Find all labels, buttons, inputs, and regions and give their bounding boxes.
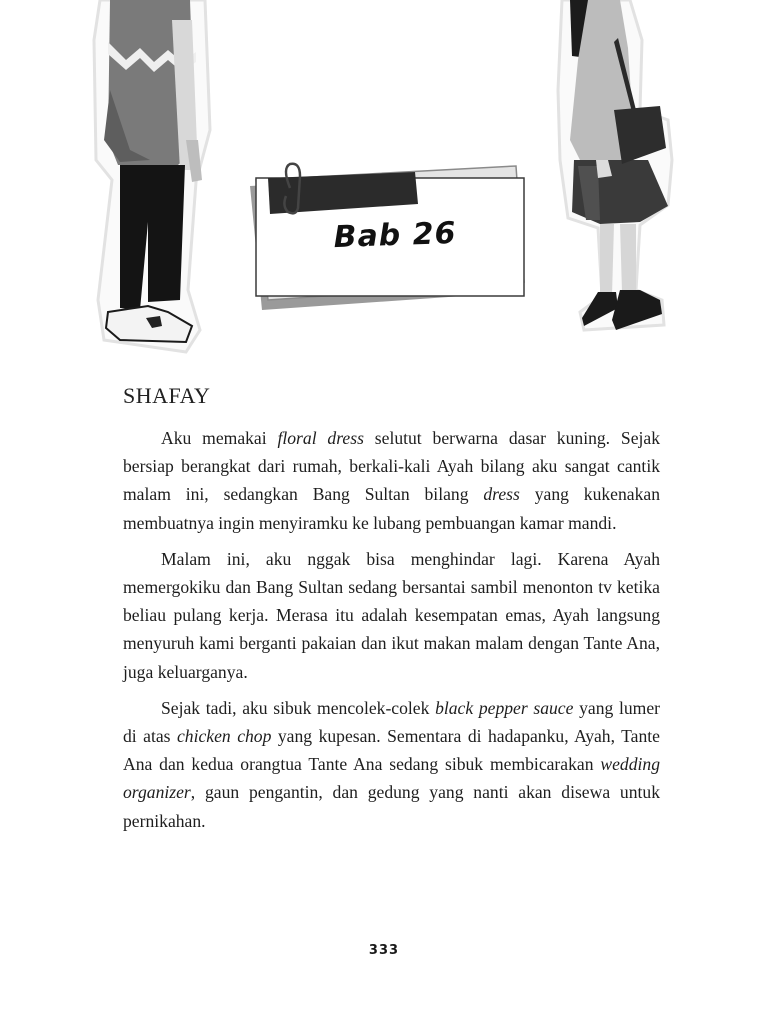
paragraph [123, 424, 660, 537]
girl-figure-illustration [558, 0, 672, 330]
page-number: 333 [368, 943, 400, 958]
paragraph [123, 545, 660, 686]
italic-phrase: floral dress [277, 428, 364, 448]
section-speaker-heading: SHAFAY [123, 383, 211, 408]
paragraph [123, 694, 660, 835]
text-run: , gaun pengantin, dan gedung yang nanti akan disewa untuk pernikahan. [123, 782, 660, 831]
italic-phrase: dress [483, 484, 520, 505]
chapter-header-illustration [0, 0, 768, 360]
italic-phrase: wedding organizer [123, 754, 660, 803]
chapter-body-text [123, 424, 660, 843]
italic-phrase: chicken chop [177, 726, 272, 747]
text-run: Aku memakai [161, 428, 278, 448]
boy-figure-illustration [94, 0, 210, 352]
text-run: yang lumer di atas [123, 697, 660, 747]
text-run: yang kupesan. Sementara di hadapanku, Ayah, Tante Ana dan kedua orangtua Tante Ana sedang sibuk membicarakan [123, 726, 660, 775]
text-run: yang kukenakan membuatnya ingin menyiramku ke lubang pembuangan kamar mandi. [123, 484, 660, 533]
chapter-title: Bab 26 [333, 215, 457, 256]
text-run: Sejak tadi, aku sibuk mencolek-colek [161, 697, 436, 718]
text-run: selutut berwarna dasar kuning. Sejak bersiap berangkat dari rumah, berkali-kali Ayah bilang aku sangat cantik malam ini, sedangkan Bang Sultan bilang [123, 428, 661, 505]
text-run: Malam ini, aku nggak bisa menghindar lagi. Karena Ayah memergokiku dan Bang Sultan sedang bersantai sambil menonton tv ketika beliau pulang kerja. Merasa itu adalah kesempatan emas, Ayah langsung menyuruh kami berganti pakaian dan ikut makan malam dengan Tante Ana, juga keluarganya. [123, 548, 660, 682]
italic-phrase: black pepper sauce [435, 697, 574, 718]
